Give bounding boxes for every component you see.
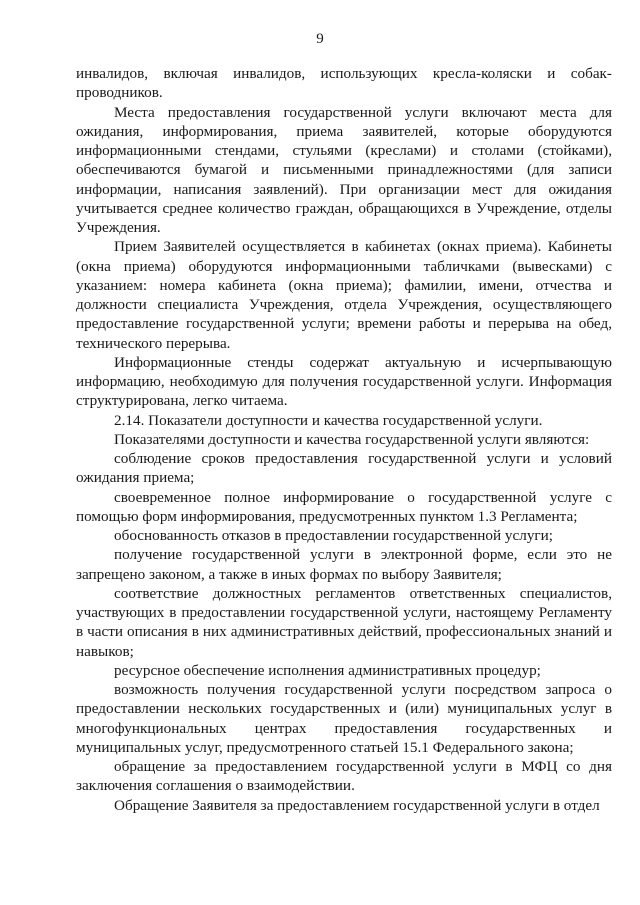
document-body [76, 64, 612, 815]
paragraph-indicators-intro: Показателями доступности и качества государственной услуги являются: [114, 430, 590, 448]
list-item-resource-support: ресурсное обеспечение исполнения административных процедур; [114, 661, 541, 679]
section-heading-2-14: 2.14. Показатели доступности и качества государственной услуги. [114, 411, 543, 429]
paragraph-service-places: Места предоставления государственной услуги включают места для ожидания, информирования, приема заявителей, которые оборудуются информационными стендами, стульями (креслами) и столами (стойками), обеспечиваются бумагой и письменными принадлежностями (для записи информации, написания заявлений). При организации мест для ожидания учитывается среднее количество граждан, обращающихся в Учреждение, отделы Учреждения. [76, 103, 612, 236]
list-item-timely-informing: своевременное полное информирование о государственной услуге с помощью форм информирования, предусмотренных пунктом 1.3 Регламента; [76, 488, 612, 525]
list-item-mfc-complex-request: возможность получения государственной услуги посредством запроса о предоставлении нескольких государственных и (или) муниципальных услуг в многофункциональных центрах предоставления государственных и муниципальных услуг, предусмотренного статьей 15.1 Федерального закона; [76, 681, 612, 756]
list-item-mfc-application: обращение за предоставлением государственной услуги в МФЦ со дня заключения соглашения о взаимодействии. [76, 758, 612, 795]
paragraph-accessibility-disabled: инвалидов, включая инвалидов, использующих кресла-коляски и собак-проводников. [76, 65, 612, 102]
list-item-deadlines: соблюдение сроков предоставления государственной услуги и условий ожидания приема; [76, 450, 612, 487]
list-item-justified-refusals: обоснованность отказов в предоставлении государственной услуги; [114, 527, 554, 544]
page-number: 9 [316, 31, 324, 47]
paragraph-applicant-appeal: Обращение Заявителя за предоставлением государственной услуги в отдел [114, 796, 600, 814]
list-item-job-regulations: соответствие должностных регламентов ответственных специалистов, участвующих в предоставлении государственной услуги, настоящему Регламенту в части описания в них административных действий, профессиональных знаний и навыков; [76, 584, 612, 660]
paragraph-information-stands: Информационные стенды содержат актуальную и исчерпывающую информацию, необходимую для получения государственной услуги. Информация структурирована, легко читаема. [76, 353, 612, 410]
paragraph-reception-offices: Прием Заявителей осуществляется в кабинетах (окнах приема). Кабинеты (окна приема) оборудуются информационными табличками (вывесками) с указанием: номера кабинета (окна приема); фамилии, имени, отчества и должности специалиста Учреждения, отдела Учреждения, осуществляющего предоставление государственной услуги; времени работы и перерыва на обед, технического перерыва. [76, 238, 612, 352]
list-item-electronic-form: получение государственной услуги в электронной форме, если это не запрещено законом, а также в иных формах по выбору Заявителя; [76, 546, 612, 583]
